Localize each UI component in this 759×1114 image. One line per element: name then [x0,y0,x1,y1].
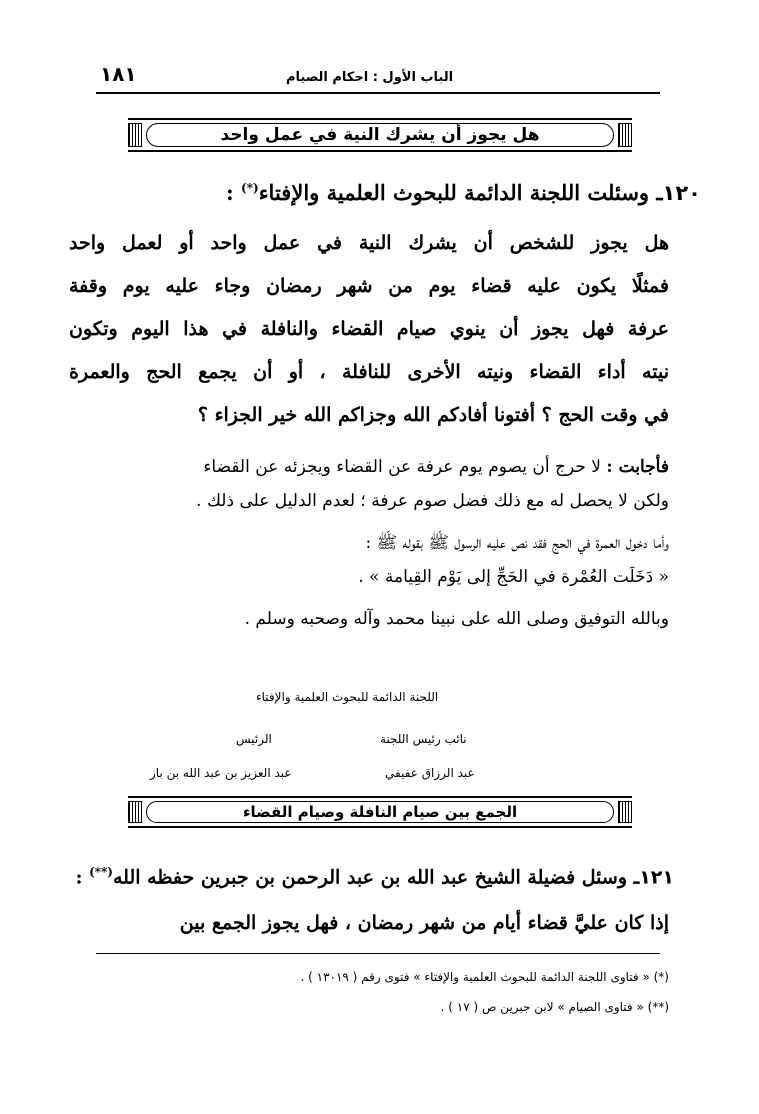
president-name: عبد العزيز بن عبد الله بن باز [150,766,292,780]
closing-line: وبالله التوفيق وصلى الله على نبينا محمد وآله وصحبه وسلم . [244,609,669,629]
footnote-marker: (**) [89,865,113,879]
question-line: هل يجوز للشخص أن يشرك النية في عمل واحد أو لعمل واحد [69,232,669,254]
president-title: الرئيس [236,732,272,746]
fatwa-121-heading [54,852,674,897]
running-title: الباب الأول : احكام الصيام [286,70,454,85]
heading-colon: : [225,180,234,205]
page-number: ١٨١ [100,62,137,86]
answer-line: ولكن لا يحصل له مع ذلك فضل صوم عرفة ؛ لعدم الدليل على ذلك . [196,491,669,511]
footnotes [69,962,669,1022]
page-header [96,62,660,94]
answer-label: فأجابت : [606,457,669,477]
fatwa-heading-text: ـ وسئلت اللجنة الدائمة للبحوث العلمية والإفتاء [258,180,663,205]
question-line: في وقت الحج ؟ أفتونا أفادكم الله وجزاكم الله خير الجزاء ؟ [197,404,669,426]
section-title-banner [128,118,632,152]
footnote: (**) « فتاوى الصيام » لابن جبرين ص ( ١٧ ) . [440,1000,669,1014]
question-line: فمثلًا يكون عليه قضاء يوم من شهر رمضان وجاء عليه يوم وقفة [69,275,669,297]
question-block [69,222,669,437]
answer-line [64,450,669,484]
footnote-marker: (*) [241,181,259,195]
answer-text: لا حرج أن يصوم يوم عرفة عن القضاء ويجزئه عن القضاء [203,457,601,477]
question-line: نيته أداء القضاء ونيته الأخرى للنافلة ، أو أن يجمع الحج والعمرة [69,361,669,383]
fatwa-number: ١٢١ [639,866,674,889]
hadith-quote: « دَخَلَت العُمْرة في الحَجِّ إلى يَوْم القِيامة » . [358,567,669,587]
footnote-divider [96,953,660,954]
fatwa-120-heading [61,168,701,213]
heading-colon: : [75,866,83,889]
footnote: (*) « فتاوى اللجنة الدائمة للبحوث العلمية والإفتاء » فتوى رقم ( ١٣٠١٩ ) . [300,970,669,984]
fatwa-heading-text: ـ وسئل فضيلة الشيخ عبد الله بن عبد الرحمن بن جبرين حفظه الله [112,866,640,889]
committee-name: اللجنة الدائمة للبحوث العلمية والإفتاء [256,690,439,704]
answer-block [64,450,669,636]
fatwa-number: ١٢٠ [662,181,701,205]
deputy-title: نائب رئيس اللجنة [380,732,467,746]
section-title: الجمع بين صيام النافلة وصيام القضاء [146,801,614,823]
answer-line: وأما دخول العمرة في الحج فقد نص عليه الرسول ﷺ بقوله ﷺ : [365,533,669,553]
deputy-name: عبد الرزاق عفيفي [385,766,475,780]
section-title: هل يجوز أن يشرك النية في عمل واحد [146,123,614,147]
question-line: إذا كان عليَّ قضاء أيام من شهر رمضان ، فهل يجوز الجمع بين [179,912,669,934]
question-line: عرفة فهل يجوز أن ينوي صيام القضاء والنافلة في هذا اليوم وتكون [69,318,669,340]
section-title-banner [128,796,632,828]
